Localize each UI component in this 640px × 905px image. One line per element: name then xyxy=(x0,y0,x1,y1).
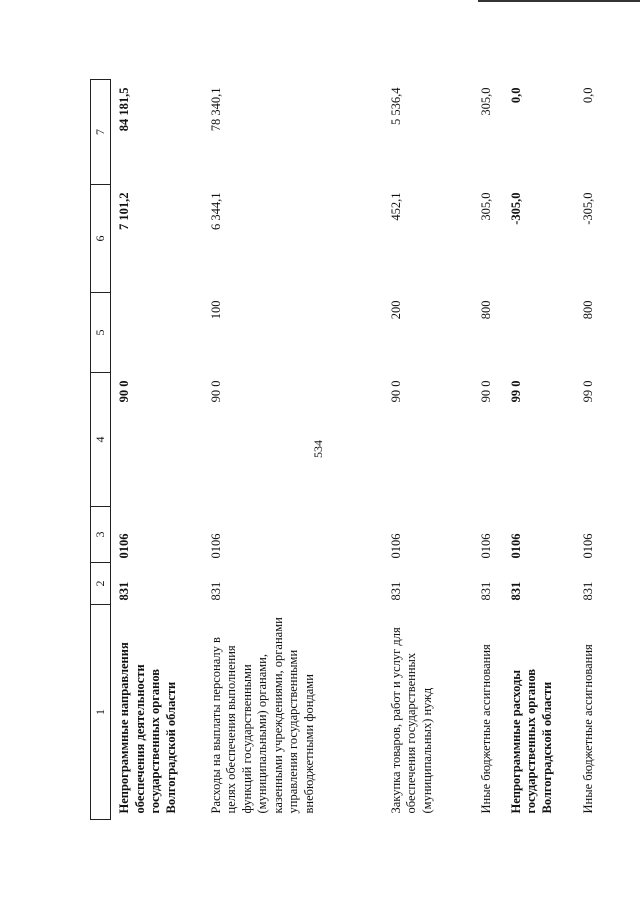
cell-total-amount: 0,0 xyxy=(508,87,523,104)
cell-ministry-code: 831 xyxy=(478,581,493,601)
column-header: 4 xyxy=(91,373,111,507)
cell-total-amount: 305,0 xyxy=(478,87,493,116)
cell-section-code: 0106 xyxy=(508,533,523,559)
column-number-row xyxy=(91,80,111,820)
budget-table xyxy=(90,79,605,820)
page-number: 534 xyxy=(311,440,325,458)
row-name: Непрограммные направления обеспечения деятельности государственных органов Волгоградской области xyxy=(117,642,178,814)
cell-target-article: 90 0 xyxy=(117,380,131,403)
cell-target-article: 90 0 xyxy=(388,380,403,403)
cell-change-amount: 7 101,2 xyxy=(117,192,131,230)
cell-expense-type xyxy=(503,293,575,373)
cell-ministry-code: 831 xyxy=(508,581,523,601)
table-row xyxy=(111,80,203,820)
cell-ministry-code: 831 xyxy=(388,581,403,601)
cell-section-code: 0106 xyxy=(580,533,595,559)
column-header: 1 xyxy=(91,605,111,820)
row-name: Иные бюджетные ассигнования xyxy=(478,644,493,814)
cell-total-amount: 5 536,4 xyxy=(388,87,403,125)
table-row xyxy=(473,80,503,820)
row-name: Расходы на выплаты персоналу в целях обеспечения выполнения функций государственными (муниципальными) органами, казенными учреждениями, органами управления государственными внебюджетными фондами xyxy=(208,617,316,814)
cell-expense-type: 800 xyxy=(478,300,493,320)
cell-ministry-code: 831 xyxy=(208,581,223,601)
column-header: 2 xyxy=(91,563,111,605)
row-name: Закупка товаров, работ и услуг для обеспечения государственных (муниципальных) нужд xyxy=(388,627,434,814)
cell-target-article: 99 0 xyxy=(580,380,595,403)
cell-change-amount: 305,0 xyxy=(478,192,493,221)
cell-section-code: 0106 xyxy=(117,533,131,559)
cell-target-article: 99 0 xyxy=(508,380,523,403)
cell-change-amount: -305,0 xyxy=(580,192,595,225)
cell-change-amount: 6 344,1 xyxy=(208,192,223,230)
cell-section-code: 0106 xyxy=(478,533,493,559)
column-header: 3 xyxy=(91,507,111,563)
table-row xyxy=(503,80,575,820)
cell-ministry-code: 831 xyxy=(117,581,131,601)
cell-total-amount: 84 181,5 xyxy=(117,87,131,132)
cell-section-code: 0106 xyxy=(208,533,223,559)
cell-total-amount: 78 340,1 xyxy=(208,87,223,132)
row-name: Иные бюджетные ассигнования xyxy=(580,644,595,814)
column-header: 5 xyxy=(91,293,111,373)
row-name: Непрограммные расходы государственных органов Волгоградской области xyxy=(508,668,554,814)
cell-expense-type: 200 xyxy=(388,300,403,320)
cell-target-article: 90 0 xyxy=(208,380,223,403)
column-header: 6 xyxy=(91,185,111,293)
cell-section-code: 0106 xyxy=(388,533,403,559)
table-row xyxy=(575,80,605,820)
top-edge-rule xyxy=(478,0,640,2)
cell-expense-type: 800 xyxy=(580,300,595,320)
cell-change-amount: -305,0 xyxy=(508,192,523,225)
table-row xyxy=(383,80,473,820)
cell-expense-type xyxy=(111,293,203,373)
cell-change-amount: 452,1 xyxy=(388,192,403,221)
column-header: 7 xyxy=(91,80,111,185)
table-row xyxy=(203,80,383,820)
cell-total-amount: 0,0 xyxy=(580,87,595,104)
rotated-page-content xyxy=(90,80,630,820)
cell-expense-type: 100 xyxy=(208,300,223,320)
cell-ministry-code: 831 xyxy=(580,581,595,601)
cell-target-article: 90 0 xyxy=(478,380,493,403)
